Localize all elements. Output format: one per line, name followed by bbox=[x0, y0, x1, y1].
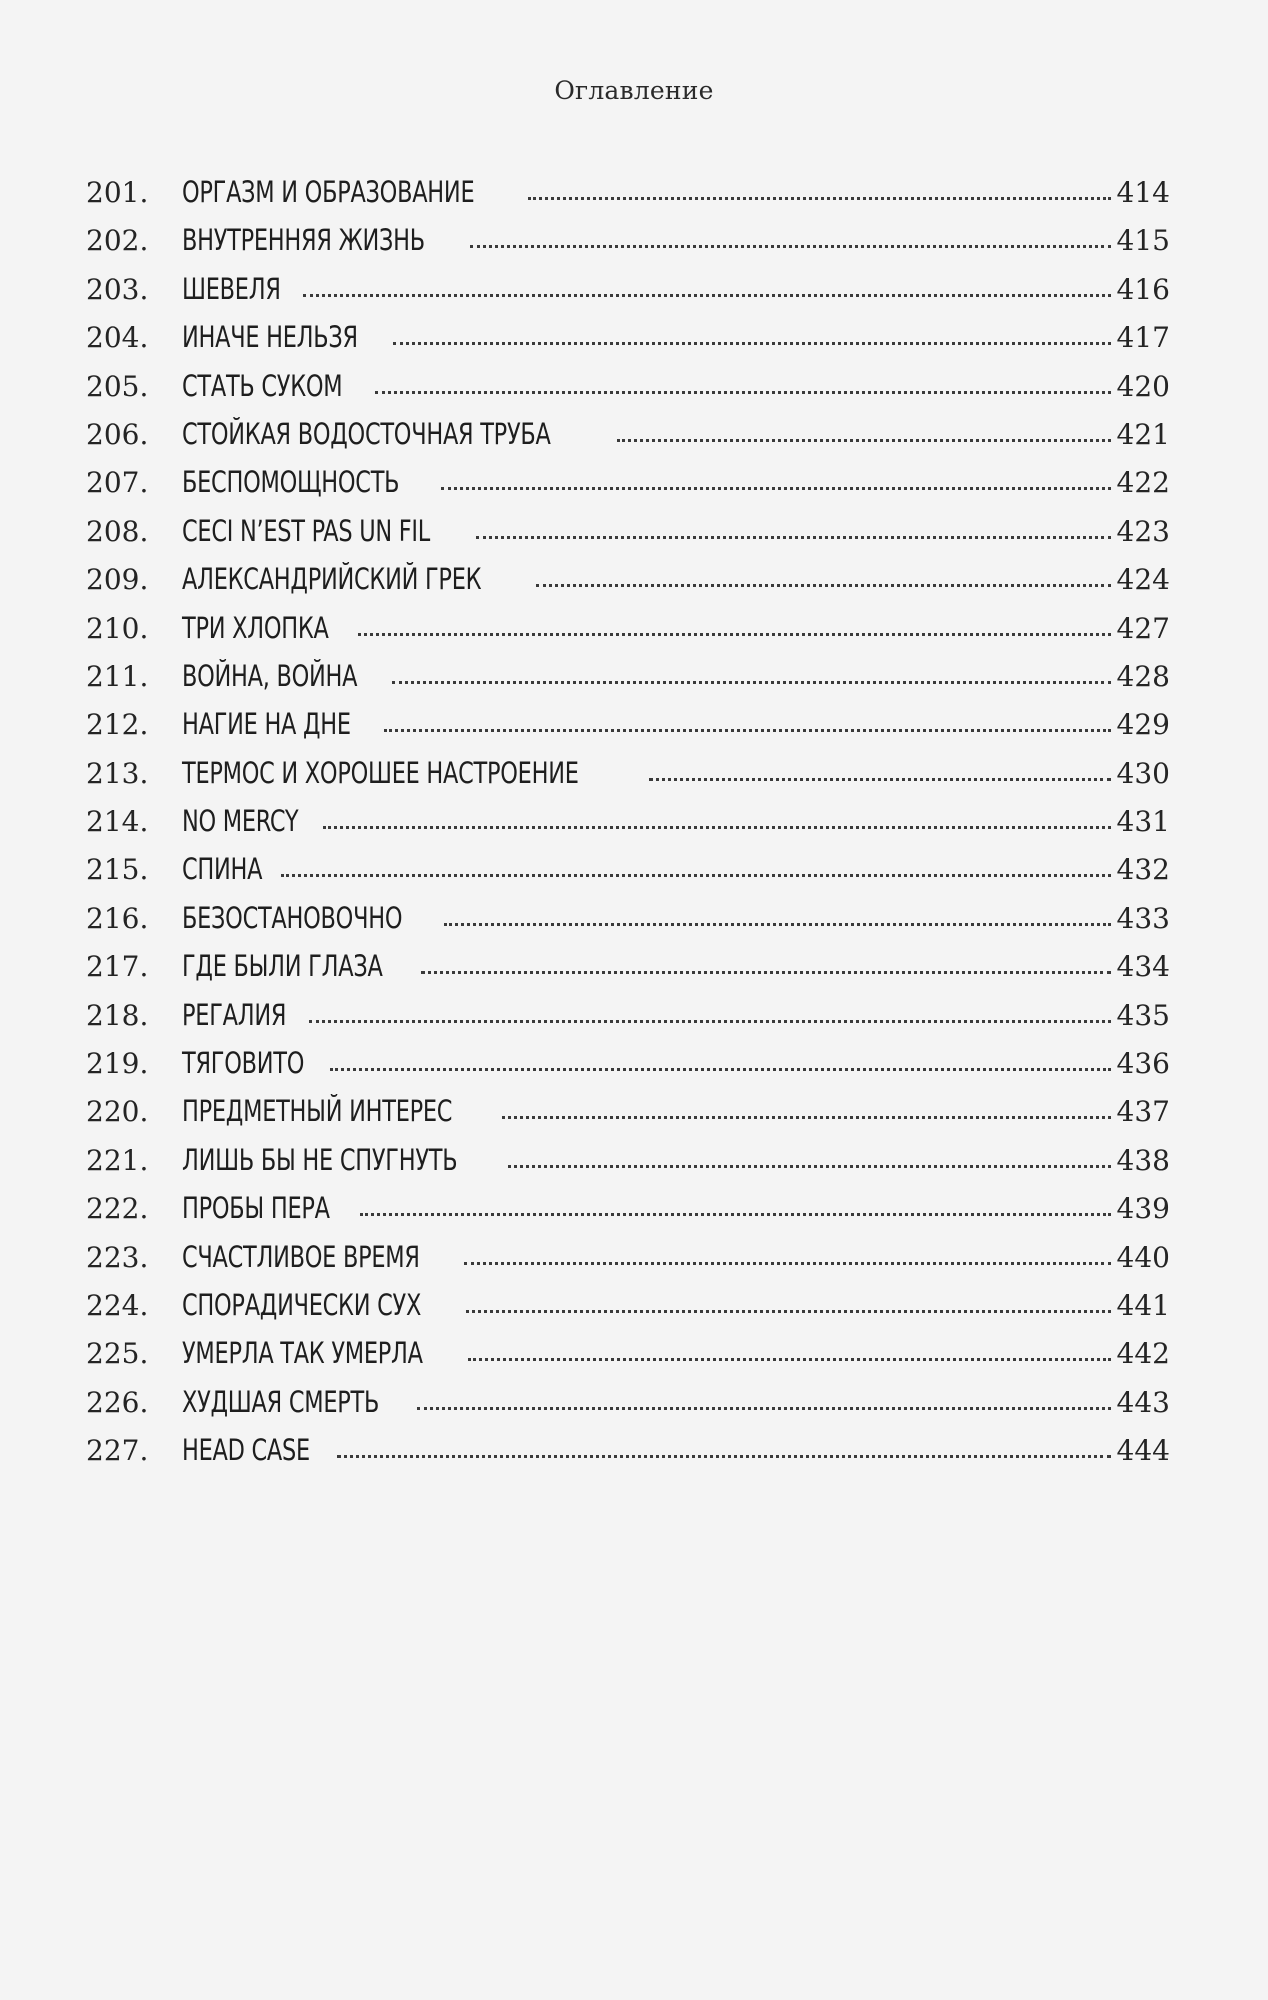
toc-entry-number: 219. bbox=[86, 1047, 149, 1081]
toc-entry-page: 429 bbox=[1116, 708, 1170, 742]
toc-entry-page: 433 bbox=[1116, 901, 1170, 935]
toc-entry-page: 427 bbox=[1116, 611, 1170, 645]
dot-leader bbox=[464, 1262, 1110, 1265]
toc-entry-title: ГДЕ БЫЛИ ГЛАЗА bbox=[182, 949, 383, 984]
toc-entry bbox=[86, 991, 1170, 1039]
dot-leader bbox=[358, 633, 1110, 636]
toc-entry bbox=[86, 1329, 1170, 1377]
table-of-contents bbox=[86, 168, 1170, 1475]
toc-entry-number: 203. bbox=[86, 272, 149, 306]
toc-entry-title: БЕЗОСТАНОВОЧНО bbox=[182, 900, 403, 935]
toc-entry-number: 210. bbox=[86, 611, 149, 645]
dot-leader bbox=[508, 1165, 1110, 1168]
toc-entry-number: 227. bbox=[86, 1434, 149, 1468]
toc-entry-title: ОРГАЗМ И ОБРАЗОВАНИЕ bbox=[182, 175, 475, 209]
toc-entry-page: 424 bbox=[1116, 563, 1170, 597]
toc-entry-title: ТЯГОВИТО bbox=[182, 1046, 305, 1081]
toc-entry-title: ИНАЧЕ НЕЛЬЗЯ bbox=[182, 320, 358, 355]
dot-leader bbox=[444, 923, 1110, 926]
toc-entry-title: CECI N’EST PAS UN FIL bbox=[182, 513, 430, 548]
toc-entry-number: 221. bbox=[86, 1143, 149, 1177]
toc-entry bbox=[86, 942, 1170, 990]
toc-entry bbox=[86, 168, 1170, 216]
dot-leader bbox=[375, 391, 1111, 394]
toc-entry-page: 443 bbox=[1116, 1385, 1170, 1419]
toc-entry-page: 421 bbox=[1116, 417, 1170, 451]
toc-entry bbox=[86, 1087, 1170, 1135]
toc-entry-title: ТЕРМОС И ХОРОШЕЕ НАСТРОЕНИЕ bbox=[182, 755, 579, 790]
dot-leader bbox=[330, 1068, 1111, 1071]
dot-leader bbox=[384, 729, 1110, 732]
toc-entry-page: 416 bbox=[1116, 272, 1170, 306]
toc-entry-page: 423 bbox=[1116, 514, 1170, 548]
toc-entry-title: ХУДШАЯ СМЕРТЬ bbox=[182, 1384, 380, 1419]
toc-entry bbox=[86, 1136, 1170, 1184]
dot-leader bbox=[528, 197, 1111, 200]
dot-leader bbox=[502, 1116, 1110, 1119]
toc-entry-title: РЕГАЛИЯ bbox=[182, 997, 287, 1032]
toc-entry-title: СТАТЬ СУКОМ bbox=[182, 368, 343, 403]
toc-entry bbox=[86, 797, 1170, 845]
toc-entry-number: 224. bbox=[86, 1288, 149, 1322]
toc-entry-page: 430 bbox=[1116, 756, 1170, 790]
toc-entry-number: 214. bbox=[86, 805, 149, 839]
toc-entry-number: 208. bbox=[86, 514, 149, 548]
toc-entry-number: 206. bbox=[86, 417, 149, 451]
toc-entry bbox=[86, 1184, 1170, 1232]
toc-entry-number: 216. bbox=[86, 901, 149, 935]
toc-entry bbox=[86, 604, 1170, 652]
toc-entry-page: 417 bbox=[1116, 321, 1170, 355]
dot-leader bbox=[392, 681, 1111, 684]
toc-entry-page: 420 bbox=[1116, 369, 1170, 403]
toc-entry-title: СПОРАДИЧЕСКИ СУХ bbox=[182, 1287, 422, 1322]
dot-leader bbox=[470, 245, 1110, 248]
toc-entry-title: ВНУТРЕННЯЯ ЖИЗНЬ bbox=[182, 223, 425, 258]
dot-leader bbox=[476, 536, 1110, 539]
dot-leader bbox=[468, 1358, 1111, 1361]
toc-entry-number: 217. bbox=[86, 950, 149, 984]
toc-entry-title: УМЕРЛА ТАК УМЕРЛА bbox=[182, 1336, 423, 1371]
dot-leader bbox=[393, 342, 1111, 345]
toc-entry bbox=[86, 845, 1170, 893]
toc-entry-number: 223. bbox=[86, 1240, 149, 1274]
toc-entry bbox=[86, 313, 1170, 361]
toc-entry bbox=[86, 1378, 1170, 1426]
toc-entry-title: NO MERCY bbox=[182, 804, 299, 839]
toc-entry-number: 226. bbox=[86, 1385, 149, 1419]
toc-entry-number: 201. bbox=[86, 176, 149, 209]
toc-entry-title: СЧАСТЛИВОЕ ВРЕМЯ bbox=[182, 1239, 420, 1274]
toc-entry-title: ТРИ ХЛОПКА bbox=[182, 610, 329, 645]
toc-entry bbox=[86, 410, 1170, 458]
toc-entry-page: 431 bbox=[1116, 805, 1170, 839]
dot-leader bbox=[441, 487, 1111, 490]
toc-entry-page: 436 bbox=[1116, 1047, 1170, 1081]
dot-leader bbox=[323, 826, 1110, 829]
toc-entry-page: 435 bbox=[1116, 998, 1170, 1032]
dot-leader bbox=[303, 294, 1111, 297]
toc-entry-title: СТОЙКАЯ ВОДОСТОЧНАЯ ТРУБА bbox=[182, 416, 551, 451]
toc-entry-number: 204. bbox=[86, 321, 149, 355]
toc-entry-page: 415 bbox=[1116, 224, 1170, 258]
toc-entry-title: СПИНА bbox=[182, 852, 263, 887]
toc-entry-number: 211. bbox=[86, 659, 149, 693]
toc-entry-number: 215. bbox=[86, 853, 149, 887]
toc-entry bbox=[86, 458, 1170, 506]
dot-leader bbox=[281, 874, 1110, 877]
toc-entry bbox=[86, 1039, 1170, 1087]
toc-entry-page: 422 bbox=[1116, 466, 1170, 500]
toc-entry-page: 438 bbox=[1116, 1143, 1170, 1177]
toc-entry-number: 212. bbox=[86, 708, 149, 742]
dot-leader bbox=[417, 1407, 1110, 1410]
toc-entry-number: 207. bbox=[86, 466, 149, 500]
toc-entry-page: 437 bbox=[1116, 1095, 1170, 1129]
toc-entry-number: 218. bbox=[86, 998, 149, 1032]
toc-entry-number: 222. bbox=[86, 1192, 149, 1226]
toc-entry-number: 202. bbox=[86, 224, 149, 258]
toc-entry-title: ПРОБЫ ПЕРА bbox=[182, 1191, 330, 1226]
toc-entry bbox=[86, 652, 1170, 700]
running-head-title: Оглавление bbox=[554, 76, 714, 105]
toc-entry bbox=[86, 1426, 1170, 1474]
dot-leader bbox=[536, 584, 1111, 587]
toc-entry-title: ШЕВЕЛЯ bbox=[182, 271, 281, 306]
toc-entry-title: ВОЙНА, ВОЙНА bbox=[182, 658, 358, 693]
toc-entry-page: 441 bbox=[1116, 1288, 1170, 1322]
toc-entry-title: БЕСПОМОЩНОСТЬ bbox=[182, 465, 400, 500]
toc-entry-page: 440 bbox=[1116, 1240, 1170, 1274]
toc-entry bbox=[86, 507, 1170, 555]
toc-entry-page: 414 bbox=[1116, 176, 1170, 209]
dot-leader bbox=[309, 1020, 1110, 1023]
toc-entry-title: ПРЕДМЕТНЫЙ ИНТЕРЕС bbox=[182, 1094, 453, 1129]
toc-entry-number: 220. bbox=[86, 1095, 149, 1129]
toc-entry bbox=[86, 894, 1170, 942]
toc-entry-page: 442 bbox=[1116, 1337, 1170, 1371]
toc-entry bbox=[86, 362, 1170, 410]
dot-leader bbox=[617, 439, 1111, 442]
toc-entry-page: 434 bbox=[1116, 950, 1170, 984]
toc-entry-number: 209. bbox=[86, 563, 149, 597]
toc-entry-number: 213. bbox=[86, 756, 149, 790]
toc-entry-title: HEAD CASE bbox=[182, 1433, 310, 1468]
toc-entry-number: 205. bbox=[86, 369, 149, 403]
toc-entry bbox=[86, 1233, 1170, 1281]
toc-entry-page: 428 bbox=[1116, 659, 1170, 693]
toc-entry-number: 225. bbox=[86, 1337, 149, 1371]
dot-leader bbox=[360, 1213, 1111, 1216]
dot-leader bbox=[466, 1310, 1111, 1313]
dot-leader bbox=[649, 778, 1110, 781]
toc-entry-page: 444 bbox=[1116, 1434, 1170, 1468]
toc-entry-title: НАГИЕ НА ДНЕ bbox=[182, 707, 351, 742]
toc-entry bbox=[86, 1281, 1170, 1329]
toc-entry-title: АЛЕКСАНДРИЙСКИЙ ГРЕК bbox=[182, 562, 482, 597]
toc-entry-page: 439 bbox=[1116, 1192, 1170, 1226]
toc-entry bbox=[86, 265, 1170, 313]
dot-leader bbox=[337, 1455, 1111, 1458]
toc-entry bbox=[86, 749, 1170, 797]
toc-entry bbox=[86, 555, 1170, 603]
dot-leader bbox=[421, 971, 1110, 974]
toc-entry bbox=[86, 700, 1170, 748]
toc-entry-title: ЛИШЬ БЫ НЕ СПУГНУТЬ bbox=[182, 1142, 458, 1177]
toc-entry-page: 432 bbox=[1116, 853, 1170, 887]
toc-entry bbox=[86, 216, 1170, 264]
